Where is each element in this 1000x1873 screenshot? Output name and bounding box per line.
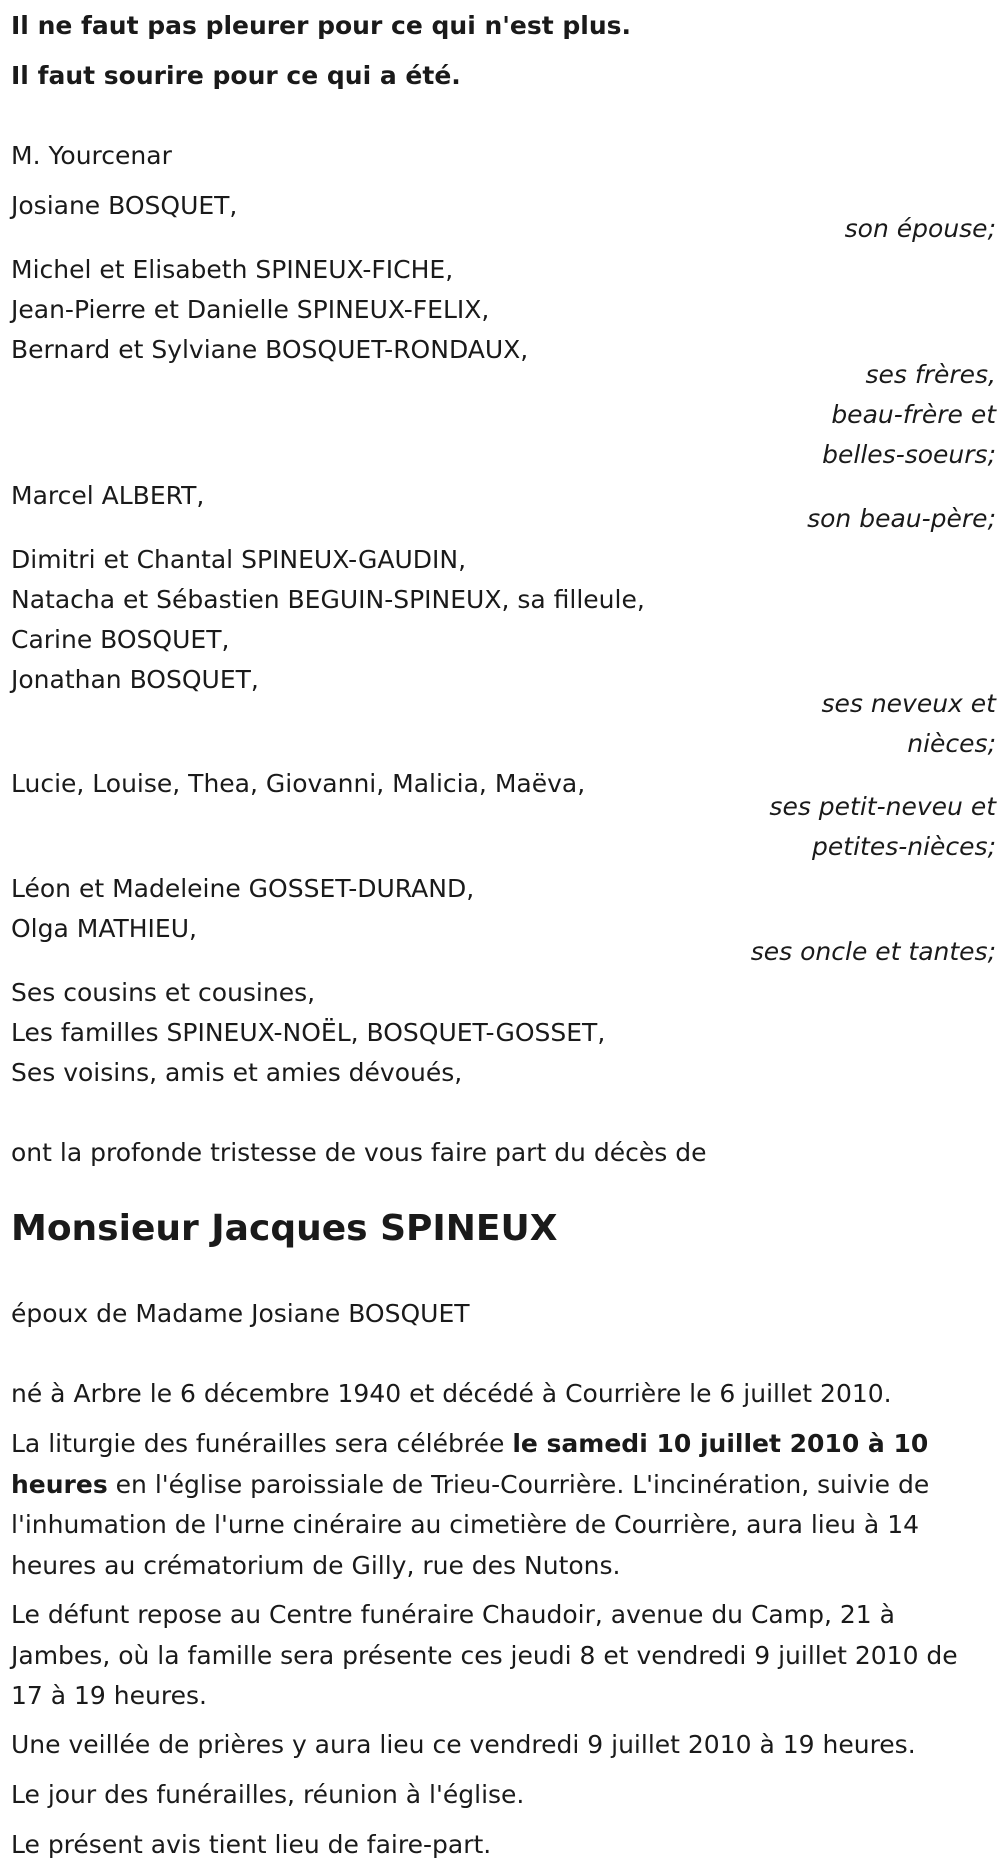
sibling-name: Michel et Elisabeth SPINEUX-FICHE,: [11, 255, 454, 284]
father-in-law-relation: son beau-père;: [807, 504, 996, 533]
notice-line: Le présent avis tient lieu de faire-part.: [11, 1830, 492, 1859]
viewing-paragraph: Le défunt repose au Centre funéraire Chaudoir, avenue du Camp, 21 à Jambes, où la famille sera présente ces jeudi 8 et vendredi 9 juillet 2010 de 17 à 19 heures.: [11, 1600, 958, 1710]
father-in-law-name: Marcel ALBERT,: [11, 481, 205, 510]
nephew-name: Jonathan BOSQUET,: [11, 665, 259, 694]
siblings-relation: ses frères,: [865, 360, 996, 389]
sibling-name: Jean-Pierre et Danielle SPINEUX-FELIX,: [11, 295, 490, 324]
meeting-line: Le jour des funérailles, réunion à l'église.: [11, 1780, 525, 1809]
grand-nephews-relation: ses petit-neveu et: [769, 792, 996, 821]
grand-nephews-relation: petites-nièces;: [812, 832, 996, 861]
nephews-relation: ses neveux et: [821, 689, 996, 718]
sibling-name: Bernard et Sylviane BOSQUET-RONDAUX,: [11, 335, 529, 364]
spouse-relation: son épouse;: [844, 214, 996, 243]
grand-nephew-names: Lucie, Louise, Thea, Giovanni, Malicia, Maëva,: [11, 769, 586, 798]
nephew-name: Carine BOSQUET,: [11, 625, 230, 654]
uncle-aunt-name: Léon et Madeleine GOSSET-DURAND,: [11, 874, 475, 903]
spouse-name: Josiane BOSQUET,: [11, 191, 238, 220]
quote-line-2: Il faut sourire pour ce qui a été.: [11, 61, 461, 90]
funeral-when: le samedi 10 juillet 2010 à 10 heures: [11, 1429, 929, 1499]
quote-author: M. Yourcenar: [11, 141, 172, 170]
funeral-intro: La liturgie des funérailles sera célébrée: [11, 1429, 513, 1458]
birth-death: né à Arbre le 6 décembre 1940 et décédé à Courrière le 6 juillet 2010.: [11, 1379, 892, 1408]
uncle-aunts-relation: ses oncle et tantes;: [750, 937, 996, 966]
nephew-name: Dimitri et Chantal SPINEUX-GAUDIN,: [11, 545, 467, 574]
announcement: ont la profonde tristesse de vous faire part du décès de: [11, 1138, 707, 1167]
siblings-relation: belles-soeurs;: [822, 440, 996, 469]
siblings-relation: beau-frère et: [831, 400, 996, 429]
others-line: Les familles SPINEUX-NOËL, BOSQUET-GOSSET,: [11, 1018, 606, 1047]
deceased-name: Monsieur Jacques SPINEUX: [11, 1208, 558, 1249]
funeral-paragraph: [11, 1424, 996, 1586]
others-line: Ses cousins et cousines,: [11, 978, 316, 1007]
funeral-rest: en l'église paroissiale de Trieu-Courrière. L'incinération, suivie de l'inhumation de l'urne cinéraire au cimetière de Courrière, aura lieu à 14 heures au crématorium de Gilly, rue des Nutons.: [11, 1469, 930, 1580]
quote-line-1: Il ne faut pas pleurer pour ce qui n'est plus.: [11, 11, 632, 40]
uncle-aunt-name: Olga MATHIEU,: [11, 914, 197, 943]
vigil-line: Une veillée de prières y aura lieu ce vendredi 9 juillet 2010 à 19 heures.: [11, 1730, 916, 1759]
spouse-line: époux de Madame Josiane BOSQUET: [11, 1299, 470, 1328]
others-line: Ses voisins, amis et amies dévoués,: [11, 1058, 463, 1087]
nephews-relation: nièces;: [907, 729, 996, 758]
nephew-name: Natacha et Sébastien BEGUIN-SPINEUX, sa filleule,: [11, 585, 645, 614]
